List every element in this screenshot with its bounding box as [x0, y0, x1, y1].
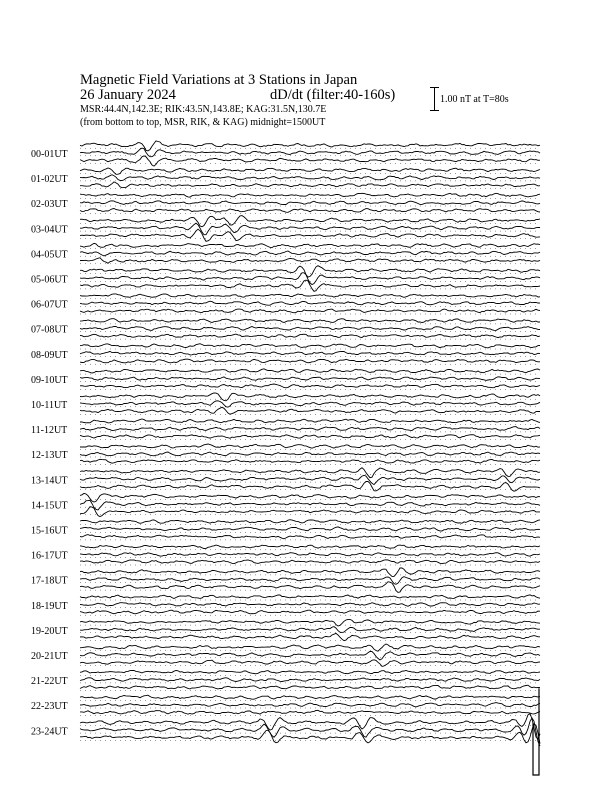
trace-kag [80, 393, 540, 401]
trace-kag [80, 444, 540, 448]
hour-label: 22-23UT [31, 701, 68, 713]
trace-kag [80, 419, 540, 423]
trace-rik [80, 553, 540, 557]
trace-rik [80, 678, 540, 682]
trace-rik [80, 475, 540, 484]
trace-msr [80, 309, 540, 313]
trace-rik [80, 201, 540, 205]
hour-label: 07-08UT [31, 324, 68, 336]
chart-title: Magnetic Field Variations at 3 Stations in Japan [80, 72, 358, 88]
hour-label: 19-20UT [31, 625, 68, 637]
trace-msr [80, 384, 540, 388]
trace-msr [80, 560, 540, 564]
trace-msr [80, 407, 540, 414]
hour-label: 23-24UT [31, 726, 68, 738]
hour-label: 08-09UT [31, 349, 68, 361]
trace-kag [80, 714, 540, 739]
trace-msr [80, 535, 540, 539]
trace-msr [80, 280, 540, 291]
hour-label: 10-11UT [31, 400, 68, 411]
trace-rik [80, 603, 540, 607]
trace-rik [80, 175, 540, 181]
trace-rik [80, 627, 540, 633]
trace-kag [80, 319, 540, 323]
trace-msr [80, 156, 540, 166]
trace-rik [80, 500, 540, 510]
trace-rik [80, 148, 540, 157]
hour-label: 16-17UT [31, 550, 68, 562]
trace-rik [80, 703, 540, 707]
hour-label: 21-22UT [31, 676, 68, 688]
station-order-note: (from bottom to top, MSR, RIK, & KAG) midnight=1500UT [80, 117, 326, 128]
hour-label: 11-12UT [31, 425, 68, 437]
trace-msr [80, 435, 540, 439]
trace-msr [80, 359, 540, 363]
hour-label: 01-02UT [31, 174, 68, 186]
trace-kag [80, 344, 540, 348]
hour-label: 18-19UT [31, 600, 68, 612]
trace-rik [80, 377, 540, 381]
trace-msr [80, 334, 540, 338]
trace-kag [80, 369, 540, 373]
filter-text: dD/dt (filter:40-160s) [270, 87, 396, 103]
hour-label: 00-01UT [31, 149, 68, 160]
trace-kag [80, 695, 540, 699]
hour-label: 02-03UT [31, 199, 68, 211]
trace-rik [80, 326, 540, 330]
trace-kag [80, 568, 540, 576]
trace-kag [80, 193, 540, 197]
trace-msr [80, 182, 540, 188]
trace-msr [80, 258, 540, 264]
date-text: 26 January 2024 [80, 87, 176, 103]
trace-rik [80, 401, 540, 407]
trace-rik [80, 223, 540, 235]
trace-kag [80, 545, 540, 548]
trace-msr [80, 459, 540, 463]
hour-label: 03-04UT [31, 224, 68, 236]
trace-rik [80, 351, 540, 355]
trace-kag [80, 294, 540, 297]
trace-kag [80, 141, 540, 151]
station-coordinates: MSR:44.4N,142.3E; RIK:43.5N,143.8E; KAG:31.5N,130.7E [80, 104, 327, 115]
trace-kag [80, 595, 540, 599]
hour-label: 20-21UT [31, 651, 68, 662]
trace-kag [80, 243, 540, 247]
scale-label: 1.00 nT at T=80s [440, 94, 509, 105]
trace-msr [80, 610, 540, 614]
trace-msr [80, 582, 540, 593]
trace-kag [80, 468, 540, 478]
hour-label: 13-14UT [31, 475, 68, 487]
hour-label: 15-16UT [31, 525, 68, 537]
trace-rik [80, 452, 540, 456]
hour-label: 17-18UT [31, 575, 68, 587]
trace-rik [80, 273, 540, 285]
trace-msr [80, 685, 540, 689]
trace-kag [80, 670, 540, 673]
trace-rik [80, 427, 540, 431]
trace-msr [80, 209, 540, 213]
hour-label: 14-15UT [31, 500, 68, 512]
hour-label: 04-05UT [31, 249, 68, 261]
trace-kag [80, 216, 540, 227]
trace-rik [80, 577, 540, 585]
trace-kag [80, 266, 540, 277]
trace-rik [80, 651, 540, 660]
trace-kag [80, 520, 540, 524]
trace-kag [80, 493, 540, 502]
trace-msr [80, 507, 540, 517]
trace-rik [80, 251, 540, 256]
hour-label: 12-13UT [31, 450, 68, 462]
trace-rik [80, 301, 540, 305]
trace-msr [80, 633, 540, 640]
hour-label: 09-10UT [31, 374, 68, 386]
hour-label: 05-06UT [31, 274, 68, 286]
trace-msr [80, 710, 540, 714]
hour-label: 06-07UT [31, 299, 68, 311]
trace-rik [80, 527, 540, 531]
